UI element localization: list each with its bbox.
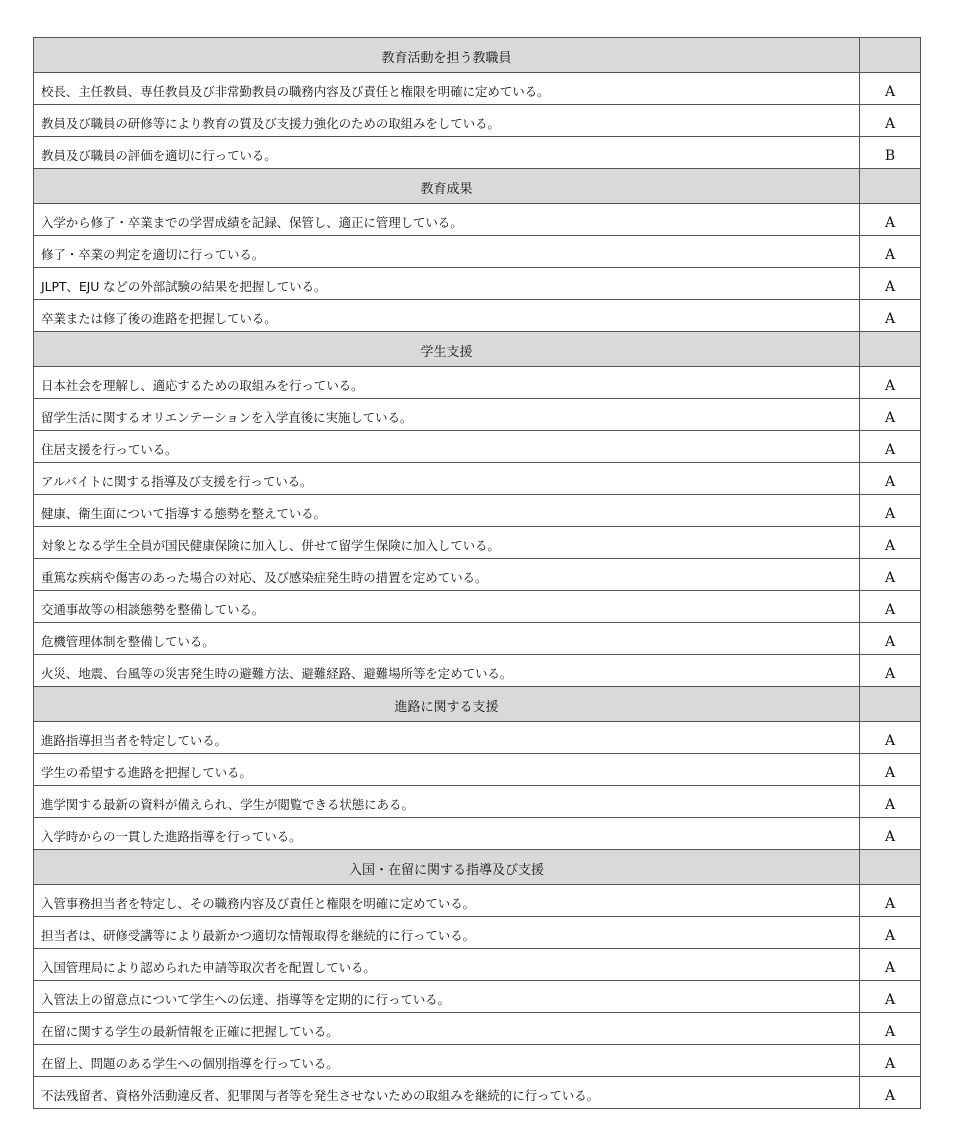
table-row <box>34 137 921 169</box>
table-row <box>34 981 921 1013</box>
grade-cell: A <box>860 1077 921 1109</box>
grade-cell: A <box>860 786 921 818</box>
criterion-text: 担当者は、研修受講等により最新かつ適切な情報取得を継続的に行っている。 <box>34 917 860 949</box>
grade-cell: A <box>860 655 921 687</box>
grade-cell: A <box>860 1045 921 1077</box>
grade-cell: A <box>860 73 921 105</box>
criterion-text: アルバイトに関する指導及び支援を行っている。 <box>34 463 860 495</box>
grade-cell: A <box>860 527 921 559</box>
section-title: 教育成果 <box>34 169 860 204</box>
criterion-text: 進学関する最新の資料が備えられ、学生が閲覧できる状態にある。 <box>34 786 860 818</box>
criterion-text: 教員及び職員の評価を適切に行っている。 <box>34 137 860 169</box>
table-row <box>34 105 921 137</box>
criterion-text: 重篤な疾病や傷害のあった場合の対応、及び感染症発生時の措置を定めている。 <box>34 559 860 591</box>
table-row <box>34 559 921 591</box>
criterion-text: 対象となる学生全員が国民健康保険に加入し、併せて留学生保険に加入している。 <box>34 527 860 559</box>
grade-cell: A <box>860 885 921 917</box>
section-grade-cell <box>860 687 921 722</box>
table-row <box>34 463 921 495</box>
criterion-text: 火災、地震、台風等の災害発生時の避難方法、避難経路、避難場所等を定めている。 <box>34 655 860 687</box>
grade-cell: A <box>860 367 921 399</box>
grade-cell: A <box>860 236 921 268</box>
grade-cell: A <box>860 1013 921 1045</box>
table-row <box>34 300 921 332</box>
table-row <box>34 949 921 981</box>
criterion-text: 留学生活に関するオリエンテーションを入学直後に実施している。 <box>34 399 860 431</box>
table-row <box>34 655 921 687</box>
section-grade-cell <box>860 332 921 367</box>
grade-cell: A <box>860 105 921 137</box>
section-header-row <box>34 169 921 204</box>
criterion-text: 教員及び職員の研修等により教育の質及び支援力強化のための取組みをしている。 <box>34 105 860 137</box>
table-row <box>34 1077 921 1109</box>
criterion-text: 修了・卒業の判定を適切に行っている。 <box>34 236 860 268</box>
grade-cell: B <box>860 137 921 169</box>
table-row <box>34 722 921 754</box>
section-grade-cell <box>860 850 921 885</box>
criterion-text: 学生の希望する進路を把握している。 <box>34 754 860 786</box>
section-title: 入国・在留に関する指導及び支援 <box>34 850 860 885</box>
grade-cell: A <box>860 722 921 754</box>
section-header-row <box>34 38 921 73</box>
grade-cell: A <box>860 399 921 431</box>
criterion-text: 入管法上の留意点について学生への伝達、指導等を定期的に行っている。 <box>34 981 860 1013</box>
table-row <box>34 367 921 399</box>
section-title: 教育活動を担う教職員 <box>34 38 860 73</box>
grade-cell: A <box>860 623 921 655</box>
criterion-text: 入学から修了・卒業までの学習成績を記録、保管し、適正に管理している。 <box>34 204 860 236</box>
grade-cell: A <box>860 917 921 949</box>
table-row <box>34 623 921 655</box>
criterion-text: 日本社会を理解し、適応するための取組みを行っている。 <box>34 367 860 399</box>
grade-cell: A <box>860 204 921 236</box>
table-row <box>34 527 921 559</box>
grade-cell: A <box>860 495 921 527</box>
criterion-text: 危機管理体制を整備している。 <box>34 623 860 655</box>
criterion-text: 在留上、問題のある学生への個別指導を行っている。 <box>34 1045 860 1077</box>
table-row <box>34 754 921 786</box>
criterion-text: 校長、主任教員、専任教員及び非常勤教員の職務内容及び責任と権限を明確に定めている。 <box>34 73 860 105</box>
grade-cell: A <box>860 431 921 463</box>
criterion-text: 卒業または修了後の進路を把握している。 <box>34 300 860 332</box>
grade-cell: A <box>860 463 921 495</box>
table-row <box>34 818 921 850</box>
table-row <box>34 1045 921 1077</box>
grade-cell: A <box>860 818 921 850</box>
table-row <box>34 1013 921 1045</box>
criterion-text: 交通事故等の相談態勢を整備している。 <box>34 591 860 623</box>
criterion-text: 在留に関する学生の最新情報を正確に把握している。 <box>34 1013 860 1045</box>
evaluation-table-body <box>34 38 921 1109</box>
section-grade-cell <box>860 38 921 73</box>
grade-cell: A <box>860 949 921 981</box>
evaluation-table <box>33 37 921 1109</box>
criterion-text: JLPT、EJU などの外部試験の結果を把握している。 <box>34 268 860 300</box>
grade-cell: A <box>860 300 921 332</box>
criterion-text: 進路指導担当者を特定している。 <box>34 722 860 754</box>
section-header-row <box>34 687 921 722</box>
table-row <box>34 236 921 268</box>
section-title: 学生支援 <box>34 332 860 367</box>
table-row <box>34 431 921 463</box>
criterion-text: 入管事務担当者を特定し、その職務内容及び責任と権限を明確に定めている。 <box>34 885 860 917</box>
grade-cell: A <box>860 268 921 300</box>
criterion-text: 入国管理局により認められた申請等取次者を配置している。 <box>34 949 860 981</box>
section-title: 進路に関する支援 <box>34 687 860 722</box>
criterion-text: 住居支援を行っている。 <box>34 431 860 463</box>
grade-cell: A <box>860 981 921 1013</box>
criterion-text: 不法残留者、資格外活動違反者、犯罪関与者等を発生させないための取組みを継続的に行っている。 <box>34 1077 860 1109</box>
criterion-text: 健康、衛生面について指導する態勢を整えている。 <box>34 495 860 527</box>
table-row <box>34 399 921 431</box>
table-row <box>34 885 921 917</box>
table-row <box>34 268 921 300</box>
table-row <box>34 591 921 623</box>
table-row <box>34 204 921 236</box>
grade-cell: A <box>860 559 921 591</box>
criterion-text: 入学時からの一貫した進路指導を行っている。 <box>34 818 860 850</box>
section-header-row <box>34 850 921 885</box>
table-row <box>34 495 921 527</box>
grade-cell: A <box>860 754 921 786</box>
grade-cell: A <box>860 591 921 623</box>
section-header-row <box>34 332 921 367</box>
section-grade-cell <box>860 169 921 204</box>
table-row <box>34 917 921 949</box>
table-row <box>34 786 921 818</box>
table-row <box>34 73 921 105</box>
